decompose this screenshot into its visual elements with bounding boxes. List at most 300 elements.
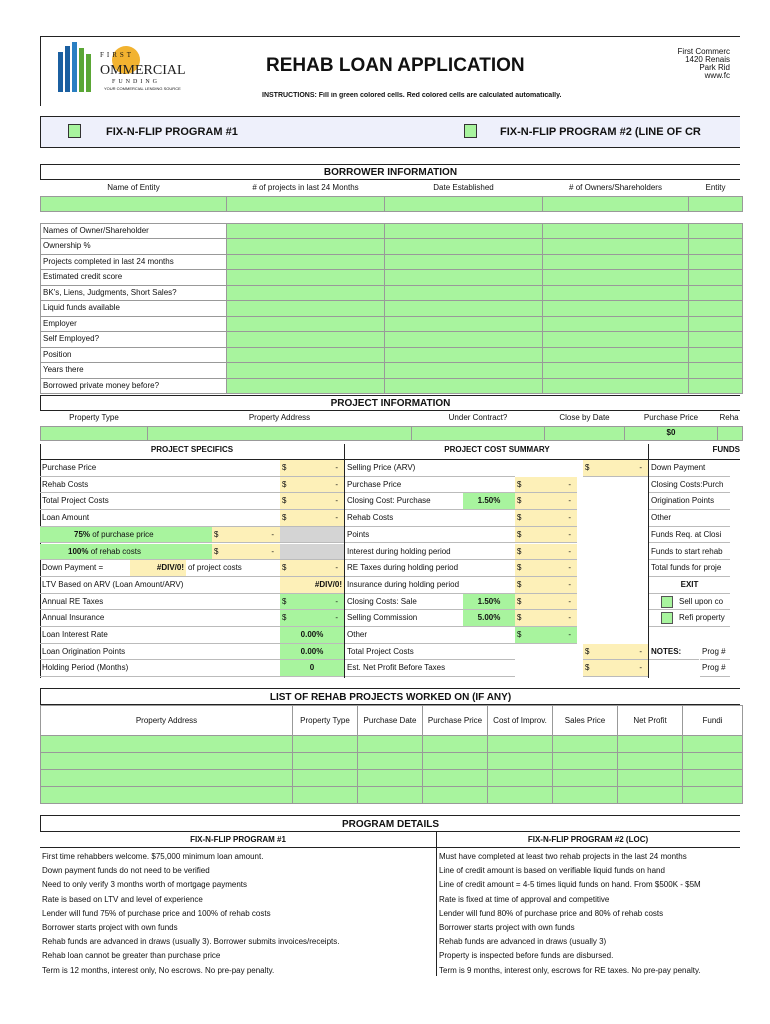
cost-amount — [515, 510, 577, 527]
program-detail-item: Property is inspected before funds are disbursed. — [439, 951, 614, 961]
table-row — [41, 332, 743, 348]
col-list-funding: Fundi — [683, 706, 743, 736]
col-list-improv: Cost of Improv. — [488, 706, 553, 736]
amount-value: - — [568, 479, 571, 489]
interest-rate-input[interactable]: 0.00% — [280, 627, 344, 644]
program-detail-item: Rehab funds are advanced in draws (usually 3). Borrower submits invoices/receipts. — [42, 937, 340, 947]
exit-label: EXIT — [649, 577, 730, 594]
pct1-value[interactable]: 75% — [74, 529, 91, 539]
amount-value: - — [568, 563, 571, 573]
amount-value: - — [639, 463, 642, 472]
input-cell[interactable] — [423, 753, 488, 770]
col-list-address: Property Address — [41, 706, 293, 736]
amount-value: - — [335, 596, 338, 606]
program-detail-item: Must have completed at least two rehab projects in the last 24 months — [439, 852, 687, 861]
input-cell[interactable] — [227, 332, 385, 348]
table-row — [41, 301, 743, 317]
cost-row-label: Purchase Price — [345, 477, 515, 494]
input-cell[interactable] — [41, 426, 148, 440]
input-cell[interactable] — [227, 196, 385, 211]
logo-line1: FIRST — [100, 52, 135, 59]
input-cell[interactable] — [543, 285, 689, 301]
program-detail-item: Down payment funds do not need to be verified — [42, 866, 210, 876]
cost-row-label: Closing Costs: Sale — [345, 594, 463, 611]
input-cell[interactable] — [227, 363, 385, 379]
input-cell[interactable] — [385, 301, 543, 317]
origination-points-input[interactable]: 0.00% — [280, 644, 344, 661]
gray-cell — [280, 544, 344, 561]
dollar-sign: $ — [282, 463, 287, 472]
borrower-title: BORROWER INFORMATION — [323, 167, 458, 178]
input-cell[interactable] — [683, 753, 743, 770]
arv-amount — [583, 460, 648, 477]
input-cell[interactable] — [385, 378, 543, 394]
cost-amount — [515, 610, 577, 627]
amount-value: - — [335, 563, 338, 573]
table-row — [41, 316, 743, 332]
input-cell[interactable] — [543, 270, 689, 286]
input-cell[interactable] — [41, 753, 293, 770]
ltv-label: LTV Based on ARV (Loan Amount/ARV) — [40, 577, 280, 594]
dollar-sign: $ — [282, 596, 287, 606]
input-cell[interactable] — [689, 363, 743, 379]
input-cell[interactable] — [385, 363, 543, 379]
program-detail-item: Term is 9 months, interest only, escrows for RE taxes. No pre-pay penalty. — [439, 965, 701, 975]
col-list-type: Property Type — [293, 706, 358, 736]
col-under-contract: Under Contract? — [448, 413, 508, 423]
borrower-row-label: Self Employed? — [41, 332, 227, 348]
pct1-label: of purchase price — [92, 529, 154, 539]
input-cell[interactable] — [618, 787, 683, 804]
specifics-input-amount[interactable] — [280, 594, 344, 611]
cost-amount — [515, 594, 577, 611]
company-city: Park Rid — [699, 64, 730, 72]
input-cell[interactable] — [689, 239, 743, 255]
input-cell[interactable] — [385, 347, 543, 363]
of-project-costs-label: of project costs — [186, 560, 280, 577]
amount-value: - — [335, 513, 338, 523]
pct1-amount — [212, 527, 280, 544]
table-row — [41, 239, 743, 255]
details-program1-title: FIX-N-FLIP PROGRAM #1 — [190, 836, 286, 844]
borrower-row-label: Liquid funds available — [41, 301, 227, 317]
col-entity-type: Entity — [705, 182, 726, 192]
input-cell[interactable] — [683, 770, 743, 787]
details-divider — [436, 832, 437, 976]
table-row — [41, 736, 743, 753]
input-cell[interactable] — [488, 770, 553, 787]
logo-tag: YOUR COMMERCIAL LENDING SOURCE — [104, 87, 181, 91]
input-cell[interactable] — [423, 736, 488, 753]
program-detail-item: Need to only verify 3 months worth of mortgage payments — [42, 880, 247, 890]
col-close-date: Close by Date — [559, 413, 610, 423]
funds-row-label: Other — [649, 510, 730, 527]
amount-value: - — [568, 579, 571, 589]
dollar-sign: $ — [282, 496, 287, 506]
col-property-address: Property Address — [248, 413, 311, 423]
input-cell[interactable] — [293, 770, 358, 787]
input-cell[interactable] — [412, 426, 545, 440]
cost-row-label: RE Taxes during holding period — [345, 560, 515, 577]
borrower-row-label: Years there — [41, 363, 227, 379]
project-header — [40, 395, 740, 411]
project-table — [40, 411, 743, 441]
input-cell[interactable] — [148, 426, 412, 440]
col-purchase-price: Purchase Price — [643, 413, 699, 423]
input-cell[interactable] — [683, 787, 743, 804]
logo-line3: FUNDING — [112, 79, 160, 85]
table-row — [41, 270, 743, 286]
input-cell[interactable] — [543, 254, 689, 270]
input-cell[interactable] — [227, 270, 385, 286]
input-cell[interactable] — [543, 378, 689, 394]
exit-option-1 — [649, 594, 730, 611]
cost-row-label: Points — [345, 527, 515, 544]
cost-row-label: Rehab Costs — [345, 510, 515, 527]
dollar-sign: $ — [517, 513, 522, 523]
specifics-row-label: Annual Insurance — [40, 610, 280, 627]
pct2-cell[interactable] — [40, 544, 212, 561]
input-cell[interactable] — [689, 285, 743, 301]
logo — [44, 40, 194, 96]
cost-row-label: Insurance during holding period — [345, 577, 515, 594]
input-cell[interactable] — [553, 736, 618, 753]
borrower-row-label: Estimated credit score — [41, 270, 227, 286]
dollar-sign: $ — [517, 563, 522, 573]
project-title: PROJECT INFORMATION — [330, 398, 451, 409]
input-cell[interactable] — [618, 753, 683, 770]
input-cell[interactable] — [543, 301, 689, 317]
amount-value: - — [568, 529, 571, 539]
input-cell[interactable] — [385, 223, 543, 239]
input-cell[interactable] — [488, 787, 553, 804]
table-row — [41, 223, 743, 239]
exit-refi-checkbox[interactable] — [661, 612, 673, 624]
details-program2-title: FIX-N-FLIP PROGRAM #2 (LOC) — [527, 836, 649, 844]
pct2-value[interactable]: 100% — [68, 546, 89, 556]
specifics-amount — [280, 477, 344, 494]
specifics-row-label: Annual RE Taxes — [40, 594, 280, 611]
cost-amount — [515, 527, 577, 544]
cost-row-label: Selling Price (ARV) — [345, 460, 515, 477]
program-detail-item: Lender will fund 80% of purchase price and 80% of rehab costs — [439, 908, 664, 918]
dollar-sign: $ — [585, 463, 590, 472]
amount-value: - — [568, 546, 571, 556]
specifics-row-label: Purchase Price — [40, 460, 280, 477]
input-cell[interactable] — [227, 378, 385, 394]
down-payment-pct: #DIV/0! — [130, 560, 186, 577]
input-cell[interactable] — [543, 316, 689, 332]
amount-value: - — [568, 596, 571, 606]
amount-value: - — [639, 663, 642, 673]
cost-amount — [515, 577, 577, 594]
specifics-amount — [280, 493, 344, 510]
input-cell[interactable] — [41, 196, 227, 211]
input-cell[interactable] — [41, 770, 293, 787]
funds-header: FUNDS — [712, 446, 740, 454]
funds-row-label: Total funds for proje — [649, 560, 730, 577]
specifics-header: PROJECT SPECIFICS — [150, 446, 234, 454]
col-owners: # of Owners/Shareholders — [569, 182, 662, 192]
program-detail-item: Rate is based on LTV and level of experience — [42, 894, 203, 904]
input-cell[interactable] — [543, 347, 689, 363]
program-detail-item: Rate is fixed at time of approval and competitive — [439, 894, 610, 904]
input-cell[interactable] — [543, 363, 689, 379]
input-cell[interactable] — [358, 753, 423, 770]
logo-line2: OMMERCIAL — [100, 64, 186, 78]
other-cost-amount[interactable] — [515, 627, 577, 644]
details-title: PROGRAM DETAILS — [341, 819, 440, 830]
funds-row-label: Funds to start rehab — [649, 544, 730, 561]
input-cell[interactable] — [227, 254, 385, 270]
program2-label: FIX-N-FLIP PROGRAM #2 (LINE OF CR — [500, 127, 701, 138]
purchase-price-value: $0 — [625, 426, 718, 440]
amount-value: - — [568, 630, 571, 639]
borrower-row-label: Names of Owner/Shareholder — [41, 223, 227, 239]
input-cell[interactable] — [385, 270, 543, 286]
input-cell[interactable] — [227, 301, 385, 317]
program-detail-item: Line of credit amount = 4-5 times liquid funds on hand. From $500K - $5M — [439, 880, 701, 890]
table-row — [41, 378, 743, 394]
input-cell[interactable] — [41, 736, 293, 753]
col-entity: Name of Entity — [107, 182, 160, 192]
input-cell[interactable] — [689, 332, 743, 348]
exit-sell-checkbox[interactable] — [661, 596, 673, 608]
company-web: www.fc — [704, 72, 730, 80]
program-detail-item: Borrower starts project with own funds — [439, 923, 575, 932]
borrower-row-label: Ownership % — [41, 239, 227, 255]
borrower-row-label: Employer — [41, 316, 227, 332]
pct1-cell[interactable] — [40, 527, 212, 544]
cost-amount — [515, 544, 577, 561]
list-table — [40, 705, 743, 804]
input-cell[interactable] — [385, 332, 543, 348]
list-title: LIST OF REHAB PROJECTS WORKED ON (IF ANY) — [269, 692, 512, 703]
borrower-col-headers — [41, 180, 743, 196]
cost-row-label: Est. Net Profit Before Taxes — [345, 660, 515, 677]
ltv-value: #DIV/0! — [280, 577, 344, 594]
specifics-row-label: Total Project Costs — [40, 493, 280, 510]
table-row — [41, 787, 743, 804]
input-cell[interactable] — [553, 753, 618, 770]
specifics-amount — [280, 510, 344, 527]
input-cell[interactable] — [227, 316, 385, 332]
input-cell[interactable] — [543, 223, 689, 239]
notes-prog1: Prog # — [700, 644, 730, 661]
input-cell[interactable] — [423, 770, 488, 787]
dollar-sign: $ — [517, 630, 522, 639]
specifics-row-label: Loan Interest Rate — [40, 627, 280, 644]
col-list-sales: Sales Price — [553, 706, 618, 736]
input-cell[interactable] — [689, 378, 743, 394]
dollar-sign: $ — [214, 529, 219, 539]
dollar-sign: $ — [517, 479, 522, 489]
table-row — [41, 426, 743, 440]
input-cell[interactable] — [227, 223, 385, 239]
borrower-row-label: Borrowed private money before? — [41, 378, 227, 394]
dollar-sign: $ — [517, 496, 522, 506]
amount-value: - — [271, 546, 274, 556]
input-cell[interactable] — [488, 736, 553, 753]
program2-checkbox[interactable] — [464, 124, 477, 138]
details-header — [40, 815, 740, 832]
input-cell[interactable] — [683, 736, 743, 753]
input-cell[interactable] — [385, 196, 543, 211]
table-row — [41, 753, 743, 770]
borrower-row-label: Projects completed in last 24 months — [41, 254, 227, 270]
closing-purchase-pct[interactable]: 1.50% — [463, 493, 515, 510]
input-cell[interactable] — [618, 770, 683, 787]
pct2-label: of rehab costs — [90, 546, 141, 556]
details-rule — [40, 847, 740, 848]
input-cell[interactable] — [543, 239, 689, 255]
dollar-sign: $ — [517, 596, 522, 606]
dollar-sign: $ — [517, 529, 522, 539]
borrower-row-label: BK's, Liens, Judgments, Short Sales? — [41, 285, 227, 301]
program-detail-item: Line of credit amount is based on verifiable liquid funds on hand — [439, 866, 665, 876]
input-cell[interactable] — [718, 426, 743, 440]
table-row — [41, 347, 743, 363]
cost-header: PROJECT COST SUMMARY — [444, 446, 550, 454]
company-info — [640, 48, 730, 80]
input-cell[interactable] — [385, 316, 543, 332]
table-row — [41, 285, 743, 301]
dollar-sign: $ — [282, 563, 287, 573]
col-property-type: Property Type — [69, 413, 119, 423]
input-cell[interactable] — [618, 736, 683, 753]
cost-amount — [515, 560, 577, 577]
cost-row-label: Selling Commission — [345, 610, 463, 627]
page-title: REHAB LOAN APPLICATION — [266, 56, 525, 75]
dollar-sign: $ — [517, 546, 522, 556]
closing-sale-pct[interactable]: 1.50% — [463, 594, 515, 611]
specifics-amount — [280, 460, 344, 477]
program-detail-item: Rehab loan cannot be greater than purchase price — [42, 951, 221, 961]
cost-amount — [515, 477, 577, 494]
input-cell[interactable] — [488, 753, 553, 770]
funds-row-label: Down Payment — [649, 460, 730, 477]
input-cell[interactable] — [689, 223, 743, 239]
dollar-sign: $ — [585, 646, 590, 656]
input-cell[interactable] — [293, 736, 358, 753]
input-cell[interactable] — [423, 787, 488, 804]
input-cell[interactable] — [543, 196, 689, 211]
amount-value: - — [335, 613, 338, 623]
exit-option-2 — [649, 610, 730, 627]
input-cell[interactable] — [543, 332, 689, 348]
amount-value: - — [271, 529, 274, 539]
amount-value: - — [639, 646, 642, 656]
instructions: INSTRUCTIONS: Fill in green colored cells. Red colored cells are calculated automatically. — [262, 92, 562, 99]
input-cell[interactable] — [689, 270, 743, 286]
col-list-date: Purchase Date — [358, 706, 423, 736]
program-detail-item: Lender will fund 75% of purchase price and 100% of rehab costs — [42, 908, 271, 918]
program-detail-item: First time rehabbers welcome. $75,000 minimum loan amount. — [42, 852, 264, 861]
list-header — [40, 688, 740, 705]
cost-row-label: Other — [345, 627, 515, 644]
specifics-row-label: Loan Origination Points — [40, 644, 280, 661]
input-cell[interactable] — [358, 787, 423, 804]
dollar-sign: $ — [585, 663, 590, 673]
amount-value: - — [568, 496, 571, 506]
borrower-table — [40, 180, 743, 394]
input-cell[interactable] — [358, 736, 423, 753]
program1-label: FIX-N-FLIP PROGRAM #1 — [106, 127, 238, 138]
input-cell[interactable] — [553, 770, 618, 787]
exit-refi-label: Refi property — [679, 613, 725, 623]
amount-value: - — [335, 479, 338, 489]
net-profit-amount — [583, 660, 648, 677]
col-projects: # of projects in last 24 Months — [252, 182, 359, 192]
input-cell[interactable] — [385, 239, 543, 255]
col-list-profit: Net Profit — [618, 706, 683, 736]
cost-row-label: Total Project Costs — [345, 644, 515, 661]
cost-row-label: Interest during holding period — [345, 544, 515, 561]
input-cell[interactable] — [227, 239, 385, 255]
amount-value: - — [335, 463, 338, 472]
holding-period-input[interactable]: 0 — [280, 660, 344, 677]
notes-label: NOTES: — [649, 644, 699, 661]
funds-row-label: Origination Points — [649, 493, 730, 510]
input-cell[interactable] — [553, 787, 618, 804]
funds-row-label: Closing Costs:Purch — [649, 477, 730, 494]
input-cell[interactable] — [293, 753, 358, 770]
input-cell[interactable] — [689, 316, 743, 332]
specifics-row-label: Holding Period (Months) — [40, 660, 280, 677]
specifics-input-amount[interactable] — [280, 610, 344, 627]
input-cell[interactable] — [293, 787, 358, 804]
dollar-sign: $ — [282, 479, 287, 489]
notes-prog2: Prog # — [700, 660, 730, 677]
specifics-row-label: Rehab Costs — [40, 477, 280, 494]
pct2-amount — [212, 544, 280, 561]
funds-row-label: Funds Req. at Closi — [649, 527, 730, 544]
company-name: First Commerc — [677, 48, 730, 56]
amount-value: - — [335, 496, 338, 506]
total-cost-amount — [583, 644, 648, 661]
input-cell[interactable] — [689, 347, 743, 363]
table-row — [41, 363, 743, 379]
input-cell[interactable] — [385, 254, 543, 270]
table-row — [41, 196, 743, 211]
input-cell[interactable] — [689, 196, 743, 211]
down-payment-amount — [280, 560, 344, 577]
cost-row-label: Closing Cost: Purchase — [345, 493, 463, 510]
input-cell[interactable] — [227, 285, 385, 301]
specifics-row-label: Loan Amount — [40, 510, 280, 527]
table-row — [41, 254, 743, 270]
col-rehab: Reha — [719, 413, 739, 423]
col-date: Date Established — [433, 182, 494, 192]
input-cell[interactable] — [41, 787, 293, 804]
input-cell[interactable] — [227, 347, 385, 363]
input-cell[interactable] — [385, 285, 543, 301]
program1-checkbox[interactable] — [68, 124, 81, 138]
input-cell[interactable] — [545, 426, 625, 440]
commission-pct[interactable]: 5.00% — [463, 610, 515, 627]
input-cell[interactable] — [689, 254, 743, 270]
dollar-sign: $ — [214, 546, 219, 556]
down-payment-label: Down Payment = — [40, 560, 130, 577]
dollar-sign: $ — [282, 513, 287, 523]
program-detail-item: Borrower starts project with own funds — [42, 923, 178, 932]
table-row — [41, 770, 743, 787]
input-cell[interactable] — [689, 301, 743, 317]
program-detail-item: Rehab funds are advanced in draws (usually 3) — [439, 937, 607, 947]
input-cell[interactable] — [358, 770, 423, 787]
borrower-header — [40, 164, 740, 180]
company-address: 1420 Renais — [685, 56, 730, 64]
